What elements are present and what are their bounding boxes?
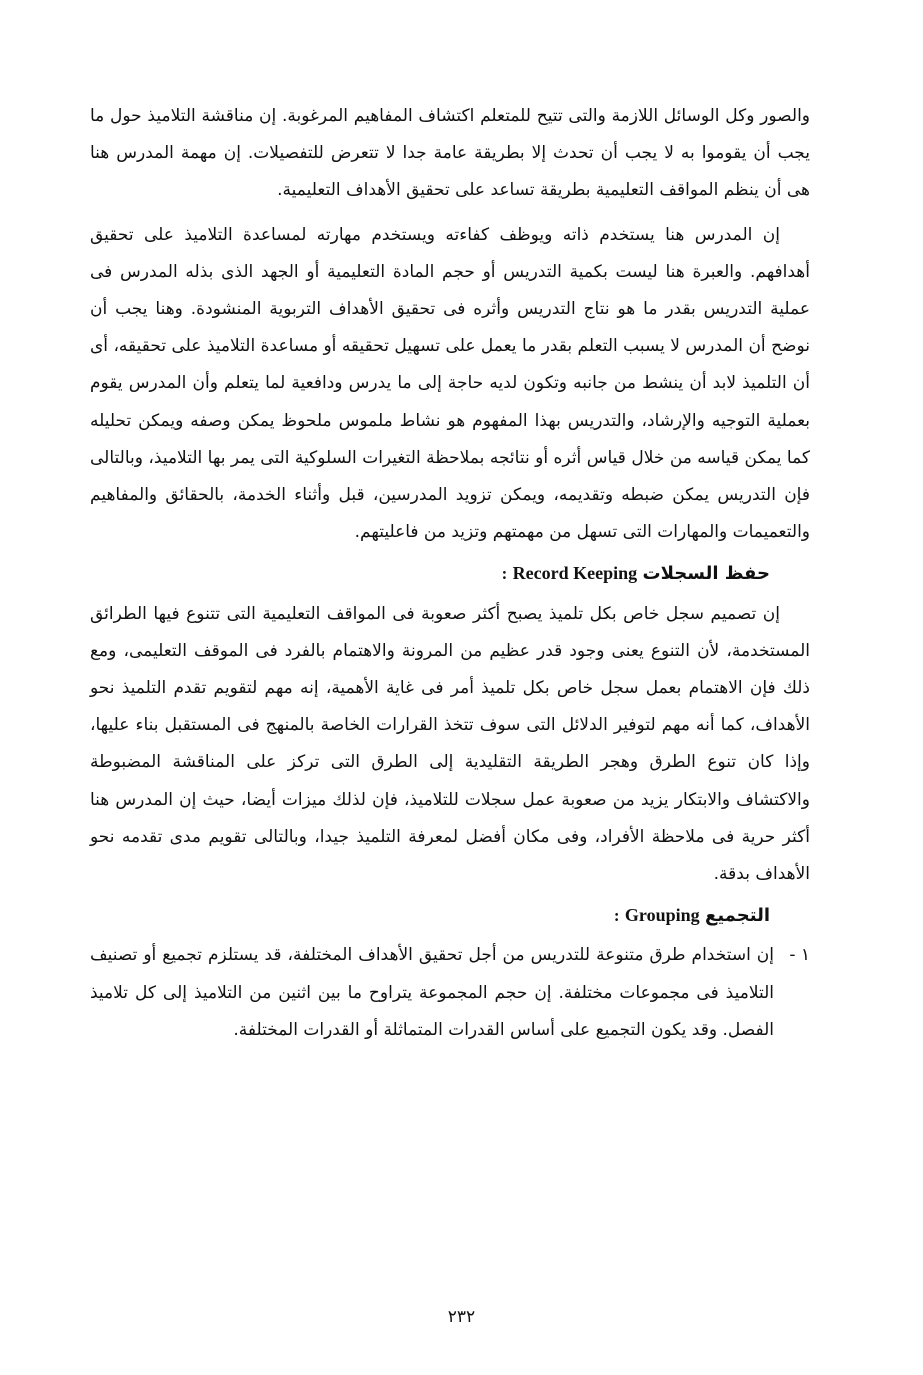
- paragraph-2: إن المدرس هنا يستخدم ذاته ويوظف كفاءته ويستخدم مهارته لمساعدة التلاميذ على تحقيق أهدافهم. والعبرة هنا ليست بكمية التدريس أو حجم المادة التعليمية أو الجهد الذى بذله المدرس فى عملية التدريس بقدر ما هو نتاج التدريس وأثره فى تحقيق الأهداف التربوية المنشودة. وهنا يجب أن نوضح أن المدرس لا يسبب التعلم بقدر ما يعمل على تسهيل تحقيقه أو مساعدة التلاميذ على تحقيقه، أى أن التلميذ لابد أن ينشط من جانبه وتكون لديه حاجة إلى ما يدرس ودافعية لما يتعلم وأن المدرس يقوم بعملية التوجيه والإرشاد، والتدريس بهذا المفهوم هو نشاط ملموس ملحوظ يمكن وصفه ويمكن تحليله كما يمكن قياسه من خلال قياس أثره أو نتائجه بملاحظة التغيرات السلوكية التى يمر بها التلاميذ، وبالتالى فإن التدريس يمكن ضبطه وتقديمه، ويمكن تزويد المدرسين، قبل وأثناء الخدمة، بالحقائق والمفاهيم والتعميمات والمهارات التى تسهل من مهمتهم وتزيد من فاعليتهم.: [90, 224, 810, 543]
- page-number: ٢٣٢: [447, 1307, 476, 1327]
- record-keeping-heading-arabic: حفظ السجلات: [642, 563, 770, 585]
- list-item: [90, 937, 810, 1049]
- grouping-heading-arabic: التجميع: [705, 905, 770, 927]
- page-body: [90, 98, 810, 1049]
- grouping-heading-colon: :: [613, 906, 620, 926]
- grouping-heading: [90, 897, 770, 935]
- paragraph-3: إن تصميم سجل خاص بكل تلميذ يصبح أكثر صعوبة فى المواقف التعليمية التى تتنوع فيها الطرائق المستخدمة، لأن التنوع يعنى وجود قدر عظيم من المرونة والاهتمام بالفرد فى الموقف التعليمى، ومع ذلك فإن الاهتمام بعمل سجل خاص بكل تلميذ أمر فى غاية الأهمية، إنه مهم لتقويم تقدم التلميذ نحو الأهداف، كما أنه مهم لتوفير الدلائل التى سوف تتخذ القرارات الخاصة بالمنهج فى المستقبل بناء عليها، وإذا كان تنوع الطرق وهجر الطريقة التقليدية إلى الطرق التى تركز على المناقشة المضبوطة والاكتشاف والابتكار يزيد من صعوبة عمل سجلات للتلاميذ، فإن لذلك ميزات أيضا، حيث إن المدرس هنا أكثر حرية فى ملاحظة الأفراد، وفى مكان أفضل لمعرفة التلميذ جيدا، وبالتالى تقويم مدى تقدمه نحو الأهداف بدقة.: [90, 603, 810, 885]
- paragraph-1: والصور وكل الوسائل اللازمة والتى تتيح للمتعلم اكتشاف المفاهيم المرغوبة. إن مناقشة التلاميذ حول ما يجب أن يقوموا به لا يجب أن تحدث إلا بطريقة عامة جدا لا تتعرض للتفصيلات. إن مهمة المدرس هنا هى أن ينظم المواقف التعليمية بطريقة تساعد على تحقيق الأهداف التعليمية.: [90, 106, 810, 201]
- record-keeping-heading-english: Record Keeping: [512, 563, 638, 584]
- list-item-marker: ١ -: [789, 945, 810, 966]
- record-keeping-heading: [90, 555, 770, 593]
- list-item-text: إن استخدام طرق متنوعة للتدريس من أجل تحقيق الأهداف المختلفة، قد يستلزم تجميع أو تصنيف التلاميذ فى مجموعات مختلفة. إن حجم المجموعة يتراوح ما بين اثنين من التلاميذ إلى كل تلاميذ الفصل. وقد يكون التجميع على أساس القدرات المتماثلة أو القدرات المختلفة.: [90, 945, 774, 1040]
- record-keeping-heading-colon: :: [501, 564, 508, 584]
- grouping-heading-english: Grouping: [624, 905, 700, 926]
